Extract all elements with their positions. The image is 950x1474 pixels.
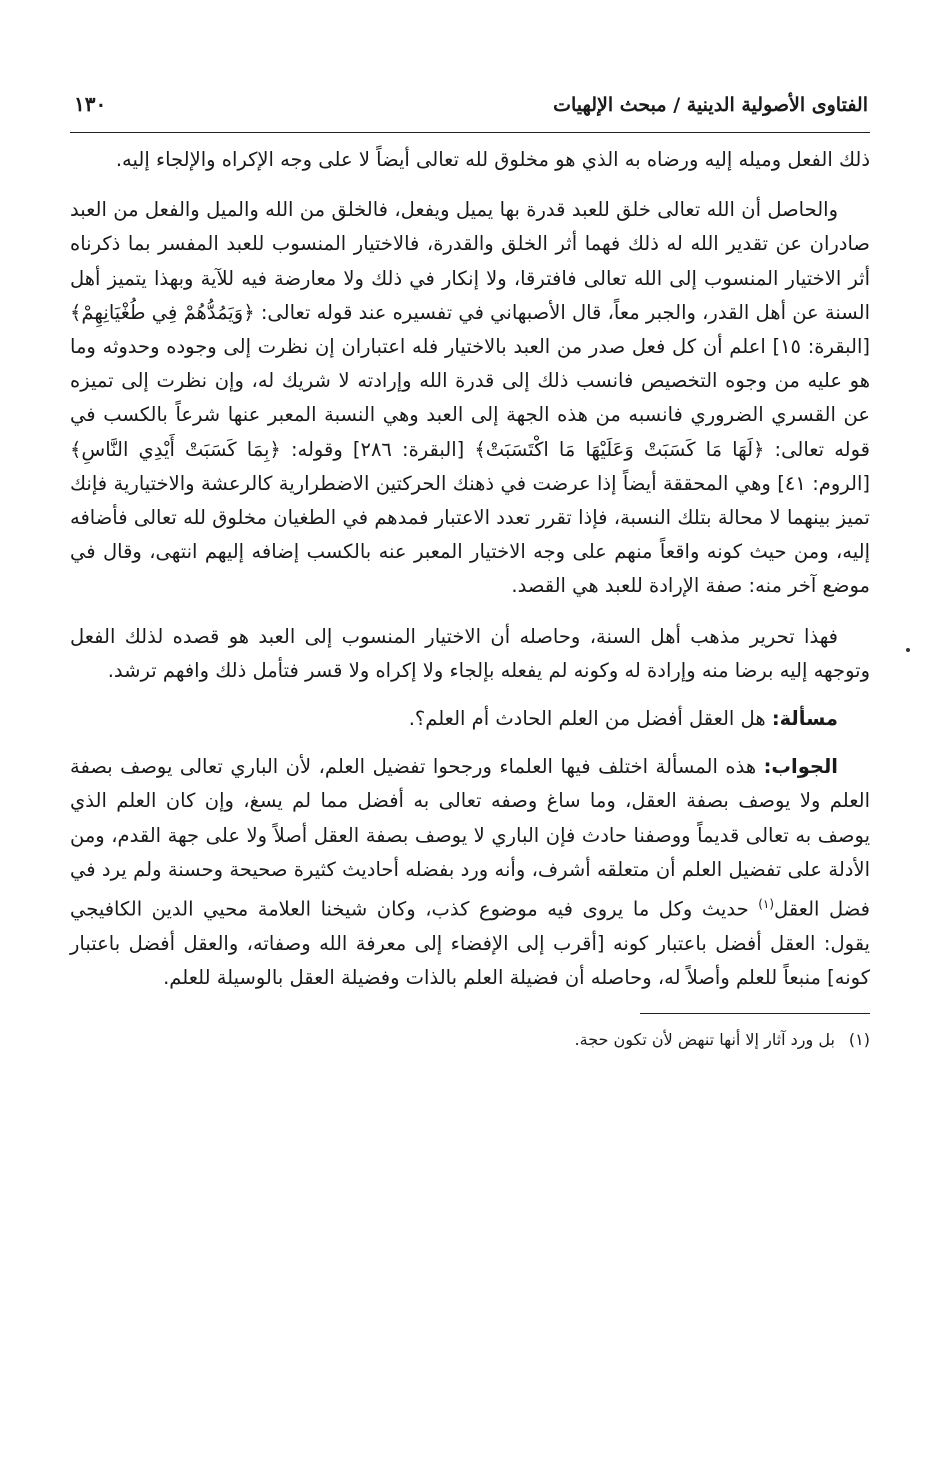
body-text	[70, 143, 870, 995]
footnote-text: بل ورد آثار إلا أنها تنهض لأن تكون حجة.	[574, 1030, 835, 1050]
question-paragraph	[70, 702, 870, 736]
margin-dot	[906, 648, 910, 652]
page-number: ١٣٠	[74, 92, 107, 116]
footnote-separator	[640, 1013, 870, 1014]
book-page	[70, 92, 870, 1052]
answer-paragraph	[70, 750, 870, 995]
footnote-reference[interactable]: (١)	[758, 897, 775, 912]
paragraph-summary: والحاصل أن الله تعالى خلق للعبد قدرة بها يميل ويفعل، فالخلق من الله والميل والفعل من العبد صادران عن تقدير الله له ذلك فهما أثر الخلق والقدرة، فالاختيار المنسوب للعبد المفسر بما ذكرناه أثر الاختيار المنسوب إلى الله تعالى فافترقا، ولا إنكار في ذلك ولا معارضة فيه للآية وبهذا يتميز أهل السنة عن أهل القدر، والجبر معاً، قال الأصبهاني في تفسيره عند قوله تعالى: ﴿وَيَمُدُّهُمْ فِي طُغْيَانِهِمْ﴾ [البقرة: ١٥] اعلم أن كل فعل صدر من العبد بالاختيار فله اعتباران إن نظرت إلى وجوده وحدوثه وما هو عليه من وجوه التخصيص فانسب ذلك إلى قدرة الله وإرادته لا شريك له، وإن نظرت إلى تميزه عن القسري الضروري فانسبه من هذه الجهة إلى العبد وهي النسبة المعبر عنها شرعاً بالكسب في قوله تعالى: ﴿لَهَا مَا كَسَبَتْ وَعَلَيْهَا مَا اكْتَسَبَتْ﴾ [البقرة: ٢٨٦] وقوله: ﴿بِمَا كَسَبَتْ أَيْدِي النَّاسِ﴾ [الروم: ٤١] وهي المحققة أيضاً إذا عرضت في ذهنك الحركتين الاضطرارية كالرعشة والاختيارية فإنك تميز بينهما لا محالة بتلك النسبة، فإذا تقرر تعدد الاعتبار فمدهم في الطغيان مخلوق لله تعالى فأضافه إليه، ومن حيث كونه واقعاً منهم على وجه الاختيار المعبر عنه بالكسب إضافه إليهم انتهى، وقال في موضع آخر منه: صفة الإرادة للعبد هي القصد.	[70, 198, 871, 598]
paragraph-conclusion: فهذا تحرير مذهب أهل السنة، وحاصله أن الاختيار المنسوب إلى العبد هو قصده لذلك الفعل وتوجهه إليه برضا منه وإرادة له وكونه لم يفعله بإلجاء ولا إكراه ولا قسر فتأمل ذلك وافهم ترشد.	[70, 624, 870, 682]
footnote-separator-wrap	[70, 995, 870, 1014]
paragraph-continuation: ذلك الفعل وميله إليه ورضاه به الذي هو مخلوق لله تعالى أيضاً لا على وجه الإكراه والإلجاء إليه.	[115, 148, 870, 171]
answer-text-continued: حديث وكل ما يروى فيه موضوع كذب، وكان شيخنا العلامة محيي الدين الكافيجي يقول: العقل أفضل باعتبار كونه [أقرب إلى الإفضاء إلى معرفة الله وصفاته، والعقل أفضل باعتبار كونه] منبعاً للعلم وأصلاً له، وحاصله أن فضيلة العلم بالذات وفضيلة العقل بالوسيلة للعلم.	[70, 897, 870, 989]
running-title: الفتاوى الأصولية الدينية / مبحث الإلهيات	[553, 94, 868, 116]
answer-label: الجواب:	[763, 755, 838, 779]
answer-text: هذه المسألة اختلف فيها العلماء ورجحوا تفضيل العلم، لأن الباري تعالى يوصف بصفة العلم ولا يوصف بصفة العقل، وما ساغ وصفه تعالى به أفضل مما لم يسغ، وإن كان العلم الذي يوصف به تعالى قديماً ووصفنا حادث فإن الباري لا يوصف بصفة العقل أصلاً ولا على جهة القدم، ومن الأدلة على تفضيل العلم أن متعلقه أشرف، وأنه ورد بفضله أحاديث كثيرة صحيحة وحسنة ولم يرد في فضل العقل	[70, 755, 870, 921]
footnote-marker: (١)	[848, 1030, 870, 1050]
question-text: هل العقل أفضل من العلم الحادث أم العلم؟.	[408, 707, 772, 731]
running-header	[70, 92, 870, 133]
question-label: مسألة:	[771, 707, 838, 731]
footnote	[70, 1028, 870, 1052]
